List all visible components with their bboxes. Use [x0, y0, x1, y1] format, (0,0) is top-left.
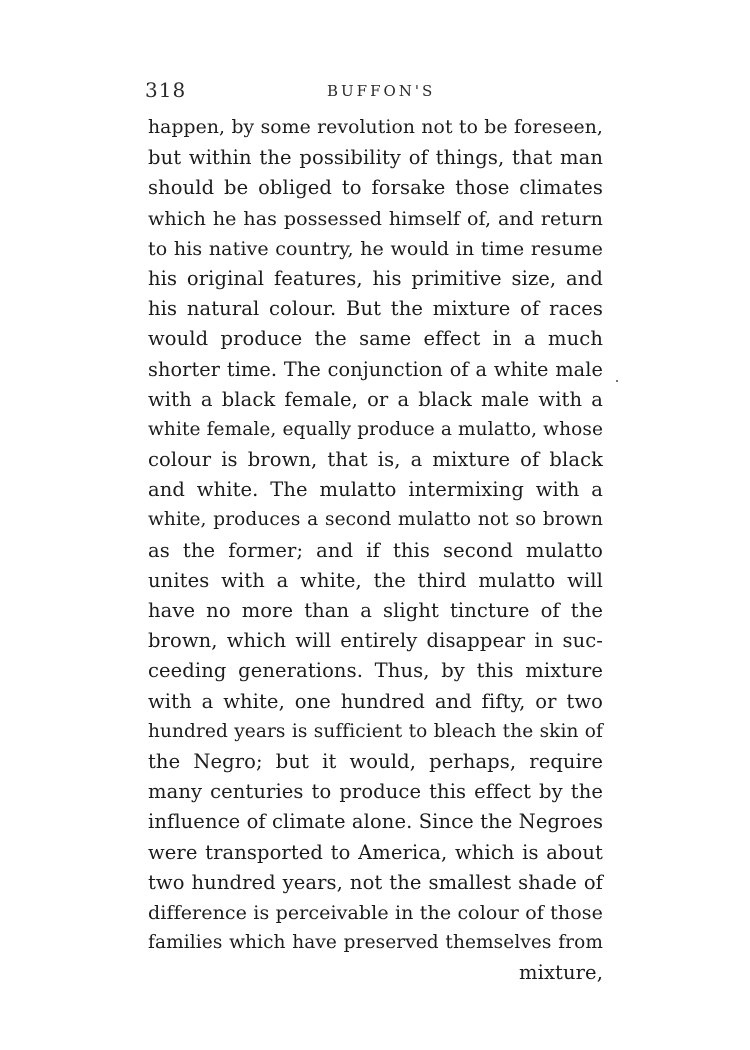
text-line: unites with a white, the third mulatto will [148, 568, 603, 592]
text-line: have no more than a slight tincture of the [148, 599, 603, 622]
text-line: ceeding generations. Thus, by this mixture [148, 659, 603, 683]
text-line: difference is perceivable in the colour of those [148, 901, 603, 924]
text-line: to his native country, he would in time resume [148, 237, 603, 260]
text-line: families which have preserved themselves from [148, 932, 603, 954]
text-line: happen, by some revolution not to be foreseen, [148, 117, 603, 138]
text-line: which he has possessed himself of, and return [148, 207, 603, 230]
text-line: and white. The mulatto intermixing with a [148, 478, 603, 502]
text-line: many centuries to produce this effect by the [148, 780, 603, 804]
page-header [145, 78, 605, 108]
text-line: hundred years is sufficient to bleach the skin of [148, 720, 603, 742]
text-line: brown, which will entirely disappear in suc- [148, 629, 603, 653]
text-line: but within the possibility of things, that man [148, 146, 603, 170]
text-line: colour is brown, that is, a mixture of black [148, 448, 603, 472]
catchword: mixture, [519, 961, 603, 985]
running-head: BUFFON'S [327, 82, 436, 100]
text-line: with a black female, or a black male with a [148, 387, 603, 411]
text-line: would produce the same effect in a much [148, 327, 603, 351]
ink-speck [616, 380, 618, 382]
text-line: were transported to America, which is about [148, 840, 603, 864]
text-line: influence of climate alone. Since the Negroes [148, 810, 604, 834]
text-line: white female, equally produce a mulatto, whose [148, 418, 603, 440]
text-line: the Negro; but it would, perhaps, require [148, 749, 603, 773]
body-text [148, 113, 603, 988]
text-line: his original features, his primitive size, and [148, 266, 603, 290]
text-line: should be obliged to forsake those climates [148, 176, 603, 200]
text-line: two hundred years, not the smallest shade of [148, 870, 603, 894]
page-number: 318 [145, 78, 187, 102]
text-line: his natural colour. But the mixture of races [148, 297, 603, 321]
text-line: shorter time. The conjunction of a white male [148, 357, 603, 381]
text-line: with a white, one hundred and fifty, or two [148, 689, 603, 713]
text-line: as the former; and if this second mulatto [148, 538, 603, 562]
text-line: white, produces a second mulatto not so brown [148, 509, 603, 531]
